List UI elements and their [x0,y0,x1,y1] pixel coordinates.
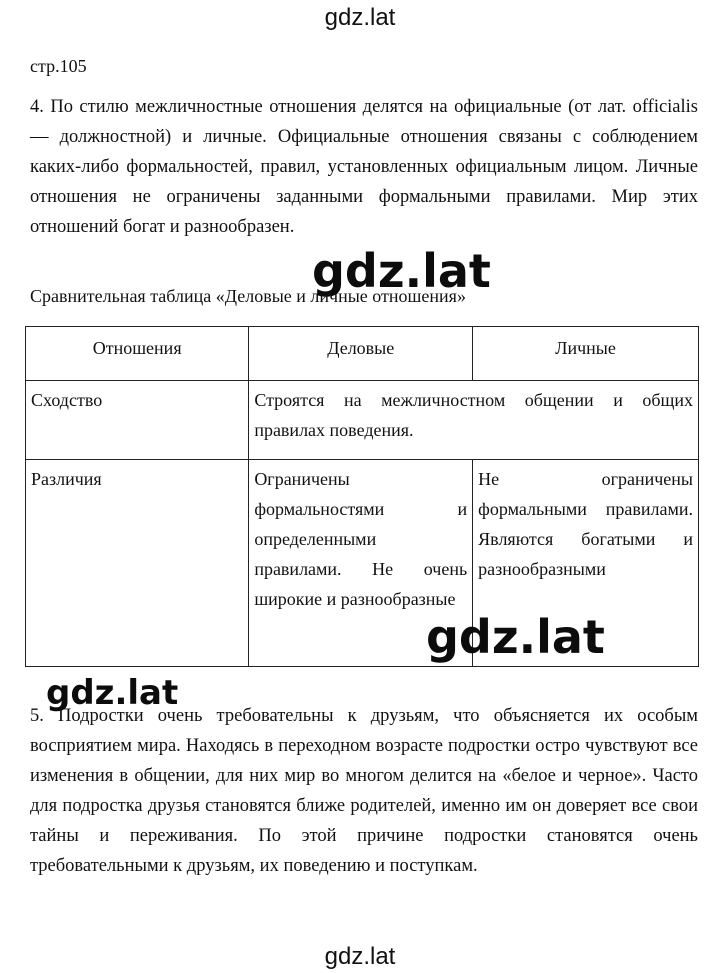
watermark-overlay: gdz.lat [46,673,179,713]
similarity-cell: Строятся на межличностном общении и общих правилах поведения. [249,381,699,460]
table-header-cell: Личные [473,327,699,381]
table-row [26,381,699,460]
paragraph-5: 5. Подростки очень требовательны к друзьям, что объясняется их особым восприятием мира. Находясь в переходном возрасте подростки остро чувствуют все изменения в общении, для них мир во многом делится на «белое и черное». Часто для подростка друзья становятся ближе родителей, именно им он доверяет все свои тайны и переживания. По этой причине подростки становятся очень требовательными к друзьям, их поведению и поступкам. [30,706,698,876]
watermark-overlay: gdz.lat [312,244,491,298]
table-header-cell: Отношения [26,327,249,381]
watermark-bottom: gdz.lat [324,943,396,970]
table-header-row [26,327,699,381]
business-difference-cell: Ограничены формальностями и определенными правилами. Не очень широкие и разнообразные [249,460,473,667]
table-caption: Сравнительная таблица «Деловые и личные отношения» [30,286,466,306]
table-header-cell: Деловые [249,327,473,381]
paragraph-4: 4. По стилю межличностные отношения делятся на официальные (от лат. officialis — должностной) и личные. Официальные отношения связаны с соблюдением каких-либо формальностей, правил, установленных официальным лицом. Личные отношения не ограничены заданными формальными правилами. Мир этих отношений богат и разнообразен. [30,97,698,237]
watermark-overlay: gdz.lat [426,610,605,664]
row-label: Сходство [26,381,249,460]
watermark-top: gdz.lat [324,4,396,31]
row-label: Различия [26,460,249,667]
personal-difference-cell: Не ограничены формальными правилами. Являются богатыми и разнообразными [473,460,699,667]
page-reference: стр.105 [30,56,87,76]
